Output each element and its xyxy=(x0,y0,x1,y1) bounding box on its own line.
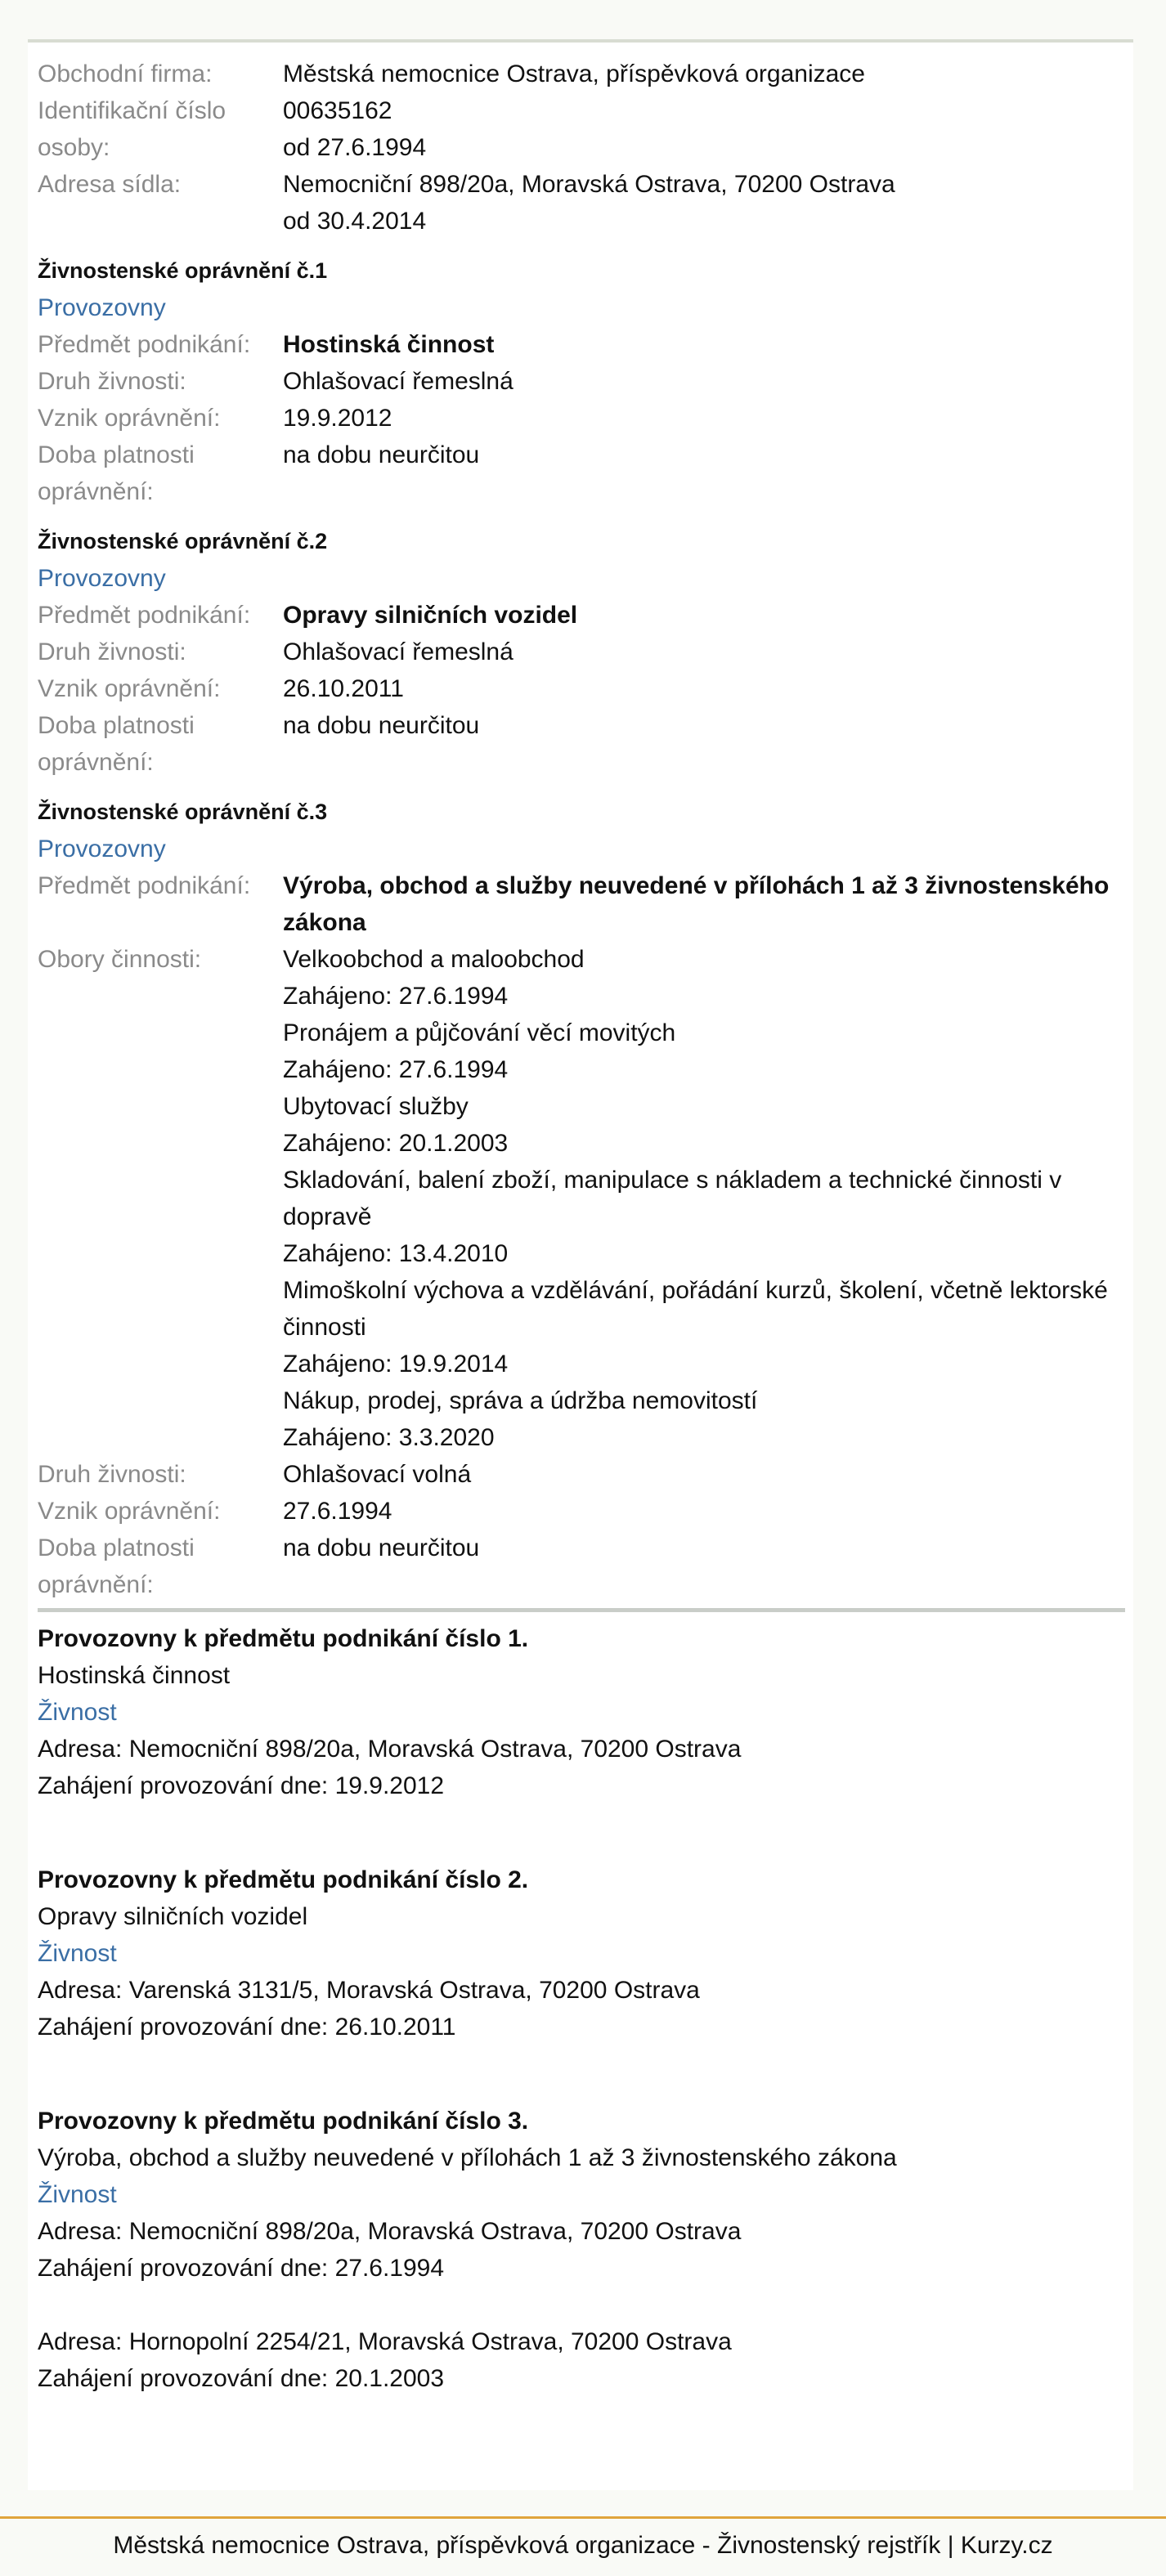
field-value-line: Zahájeno: 27.6.1994 xyxy=(283,983,509,1010)
field-value xyxy=(283,1456,1125,1493)
field-row xyxy=(38,670,1125,707)
field-row xyxy=(38,1456,1125,1493)
spacer xyxy=(38,2287,1125,2323)
field-value-line: od 27.6.1994 xyxy=(283,134,427,161)
subject-line: zákona xyxy=(283,909,366,936)
establishment-address: Adresa: Nemocniční 898/20a, Moravská Ostrava, 70200 Ostrava xyxy=(38,2218,742,2245)
establishments-link[interactable]: Provozovny xyxy=(38,836,166,862)
field-row xyxy=(38,634,1125,670)
field-value xyxy=(283,1493,1125,1530)
field-value xyxy=(283,670,1125,707)
field-label: Druh živnosti: xyxy=(38,1461,186,1488)
field-value-line: Mimoškolní výchova a vzdělávání, pořádání kurzů, školení, včetně lektorské xyxy=(283,1277,1108,1304)
establishment-start-date: Zahájení provozování dne: 27.6.1994 xyxy=(38,2255,445,2282)
field-value-line: Nákup, prodej, správa a údržba nemovitostí xyxy=(283,1387,758,1414)
field-row xyxy=(38,1530,1125,1566)
field-value-line: Zahájeno: 20.1.2003 xyxy=(283,1130,509,1157)
field-value-line: činnosti xyxy=(283,1314,366,1341)
field-value xyxy=(283,473,1125,510)
field-label: Vznik oprávnění: xyxy=(38,675,221,702)
subject-value xyxy=(283,326,1125,363)
field-label: Obchodní firma: xyxy=(38,60,213,87)
establishment-title: Provozovny k předmětu podnikání číslo 2. xyxy=(38,1866,529,1893)
establishment-start-date: Zahájení provozování dne: 19.9.2012 xyxy=(38,1772,445,1799)
field-value xyxy=(283,707,1125,744)
field-value-line: Ohlašovací řemeslná xyxy=(283,638,513,665)
field-label: Obory činnosti: xyxy=(38,946,202,973)
field-value xyxy=(283,1530,1125,1566)
establishment-subject: Výroba, obchod a služby neuvedené v přílohách 1 až 3 živnostenského zákona xyxy=(38,2144,897,2171)
establishment-subject: Hostinská činnost xyxy=(38,1662,231,1689)
field-row xyxy=(38,941,1125,1456)
field-label: Vznik oprávnění: xyxy=(38,405,221,432)
field-value-line: 00635162 xyxy=(283,97,392,124)
field-label: Druh živnosti: xyxy=(38,638,186,665)
field-label: Doba platnosti xyxy=(38,1534,195,1561)
field-label: osoby: xyxy=(38,134,110,161)
field-value-line: Ohlašovací volná xyxy=(283,1461,472,1488)
registry-card xyxy=(28,39,1133,2490)
establishment-block xyxy=(38,2103,1125,2397)
field-value-line: na dobu neurčitou xyxy=(283,712,480,739)
trade-link[interactable]: Živnost xyxy=(38,1699,117,1726)
subject-value xyxy=(283,597,1125,634)
field-value-line: od 30.4.2014 xyxy=(283,208,427,235)
field-label: Identifikační číslo xyxy=(38,97,226,124)
field-label: Doba platnosti xyxy=(38,441,195,468)
field-value-line: dopravě xyxy=(283,1203,372,1230)
field-value xyxy=(283,92,1125,129)
field-value xyxy=(283,363,1125,400)
establishment-subject: Opravy silničních vozidel xyxy=(38,1903,308,1930)
field-value xyxy=(283,400,1125,437)
field-value-line: Zahájeno: 3.3.2020 xyxy=(283,1424,495,1451)
subject-row xyxy=(38,326,1125,363)
field-label: Adresa sídla: xyxy=(38,171,182,198)
field-value-line: Ohlašovací řemeslná xyxy=(283,368,513,395)
trade-licence-section xyxy=(38,523,1125,781)
field-label: oprávnění: xyxy=(38,749,154,776)
subject-row xyxy=(38,867,1125,941)
field-value-line: 19.9.2012 xyxy=(283,405,392,432)
field-row xyxy=(38,437,1125,473)
registry-content xyxy=(38,56,1125,2454)
field-value xyxy=(283,129,1125,166)
section-divider xyxy=(38,1608,1125,1612)
establishment-start-date: Zahájení provozování dne: 26.10.2011 xyxy=(38,2014,456,2041)
field-row xyxy=(38,129,1125,166)
field-value-line: Zahájeno: 19.9.2014 xyxy=(283,1351,509,1378)
establishment-start-date: Zahájení provozování dne: 20.1.2003 xyxy=(38,2365,445,2392)
field-value xyxy=(283,941,1125,1456)
field-value xyxy=(283,437,1125,473)
field-label: Předmět podnikání: xyxy=(38,602,251,629)
subject-line: Výroba, obchod a služby neuvedené v přílohách 1 až 3 živnostenského xyxy=(283,872,1110,899)
field-value-line: Městská nemocnice Ostrava, příspěvková organizace xyxy=(283,60,865,87)
field-value-line: Zahájeno: 13.4.2010 xyxy=(283,1240,509,1267)
field-label: oprávnění: xyxy=(38,1571,154,1598)
field-value xyxy=(283,744,1125,781)
field-row xyxy=(38,56,1125,92)
trade-licence-title: Živnostenské oprávnění č.1 xyxy=(38,258,328,283)
trade-licence-title: Živnostenské oprávnění č.2 xyxy=(38,529,328,553)
footer-text: Městská nemocnice Ostrava, příspěvková organizace - Živnostenský rejstřík | Kurzy.cz xyxy=(113,2532,1053,2559)
field-row xyxy=(38,1566,1125,1603)
field-label: oprávnění: xyxy=(38,478,154,505)
establishments-link[interactable]: Provozovny xyxy=(38,294,166,321)
field-row xyxy=(38,1493,1125,1530)
field-label: Druh živnosti: xyxy=(38,368,186,395)
subject-line: Hostinská činnost xyxy=(283,331,495,358)
field-row xyxy=(38,363,1125,400)
field-label: Doba platnosti xyxy=(38,712,195,739)
trade-link[interactable]: Živnost xyxy=(38,1940,117,1967)
subject-value xyxy=(283,867,1125,941)
subject-line: Opravy silničních vozidel xyxy=(283,602,578,629)
field-value xyxy=(283,1566,1125,1603)
establishment-title: Provozovny k předmětu podnikání číslo 1. xyxy=(38,1625,529,1652)
trade-licence-section xyxy=(38,794,1125,1603)
trade-licence-section xyxy=(38,253,1125,510)
field-value-line: 27.6.1994 xyxy=(283,1498,392,1525)
subject-row xyxy=(38,597,1125,634)
field-value xyxy=(283,634,1125,670)
establishment-address: Adresa: Hornopolní 2254/21, Moravská Ostrava, 70200 Ostrava xyxy=(38,2328,732,2355)
field-value-line: Nemocniční 898/20a, Moravská Ostrava, 70200 Ostrava xyxy=(283,171,895,198)
field-row xyxy=(38,707,1125,744)
field-value xyxy=(283,166,1125,240)
field-value xyxy=(283,56,1125,92)
field-value-line: na dobu neurčitou xyxy=(283,441,480,468)
field-value-line: Zahájeno: 27.6.1994 xyxy=(283,1056,509,1083)
field-label: Vznik oprávnění: xyxy=(38,1498,221,1525)
field-value-line: Velkoobchod a maloobchod xyxy=(283,946,585,973)
field-row xyxy=(38,744,1125,781)
field-value-line: Skladování, balení zboží, manipulace s nákladem a technické činnosti v xyxy=(283,1167,1062,1194)
field-row xyxy=(38,473,1125,510)
trade-licence-title: Živnostenské oprávnění č.3 xyxy=(38,800,328,824)
field-label: Předmět podnikání: xyxy=(38,872,251,899)
establishment-title: Provozovny k předmětu podnikání číslo 3. xyxy=(38,2108,529,2135)
field-value-line: na dobu neurčitou xyxy=(283,1534,480,1561)
field-label: Předmět podnikání: xyxy=(38,331,251,358)
establishment-address: Adresa: Nemocniční 898/20a, Moravská Ostrava, 70200 Ostrava xyxy=(38,1736,742,1763)
field-row xyxy=(38,166,1125,240)
field-row xyxy=(38,92,1125,129)
page-footer xyxy=(0,2516,1166,2576)
trade-link[interactable]: Živnost xyxy=(38,2181,117,2208)
field-value-line: Pronájem a půjčování věcí movitých xyxy=(283,1019,676,1046)
establishments-link[interactable]: Provozovny xyxy=(38,565,166,592)
establishment-address: Adresa: Varenská 3131/5, Moravská Ostrava, 70200 Ostrava xyxy=(38,1977,700,2004)
field-row xyxy=(38,400,1125,437)
field-value-line: Ubytovací služby xyxy=(283,1093,469,1120)
field-value-line: 26.10.2011 xyxy=(283,675,404,702)
establishment-block xyxy=(38,1861,1125,2045)
establishment-block xyxy=(38,1620,1125,1804)
